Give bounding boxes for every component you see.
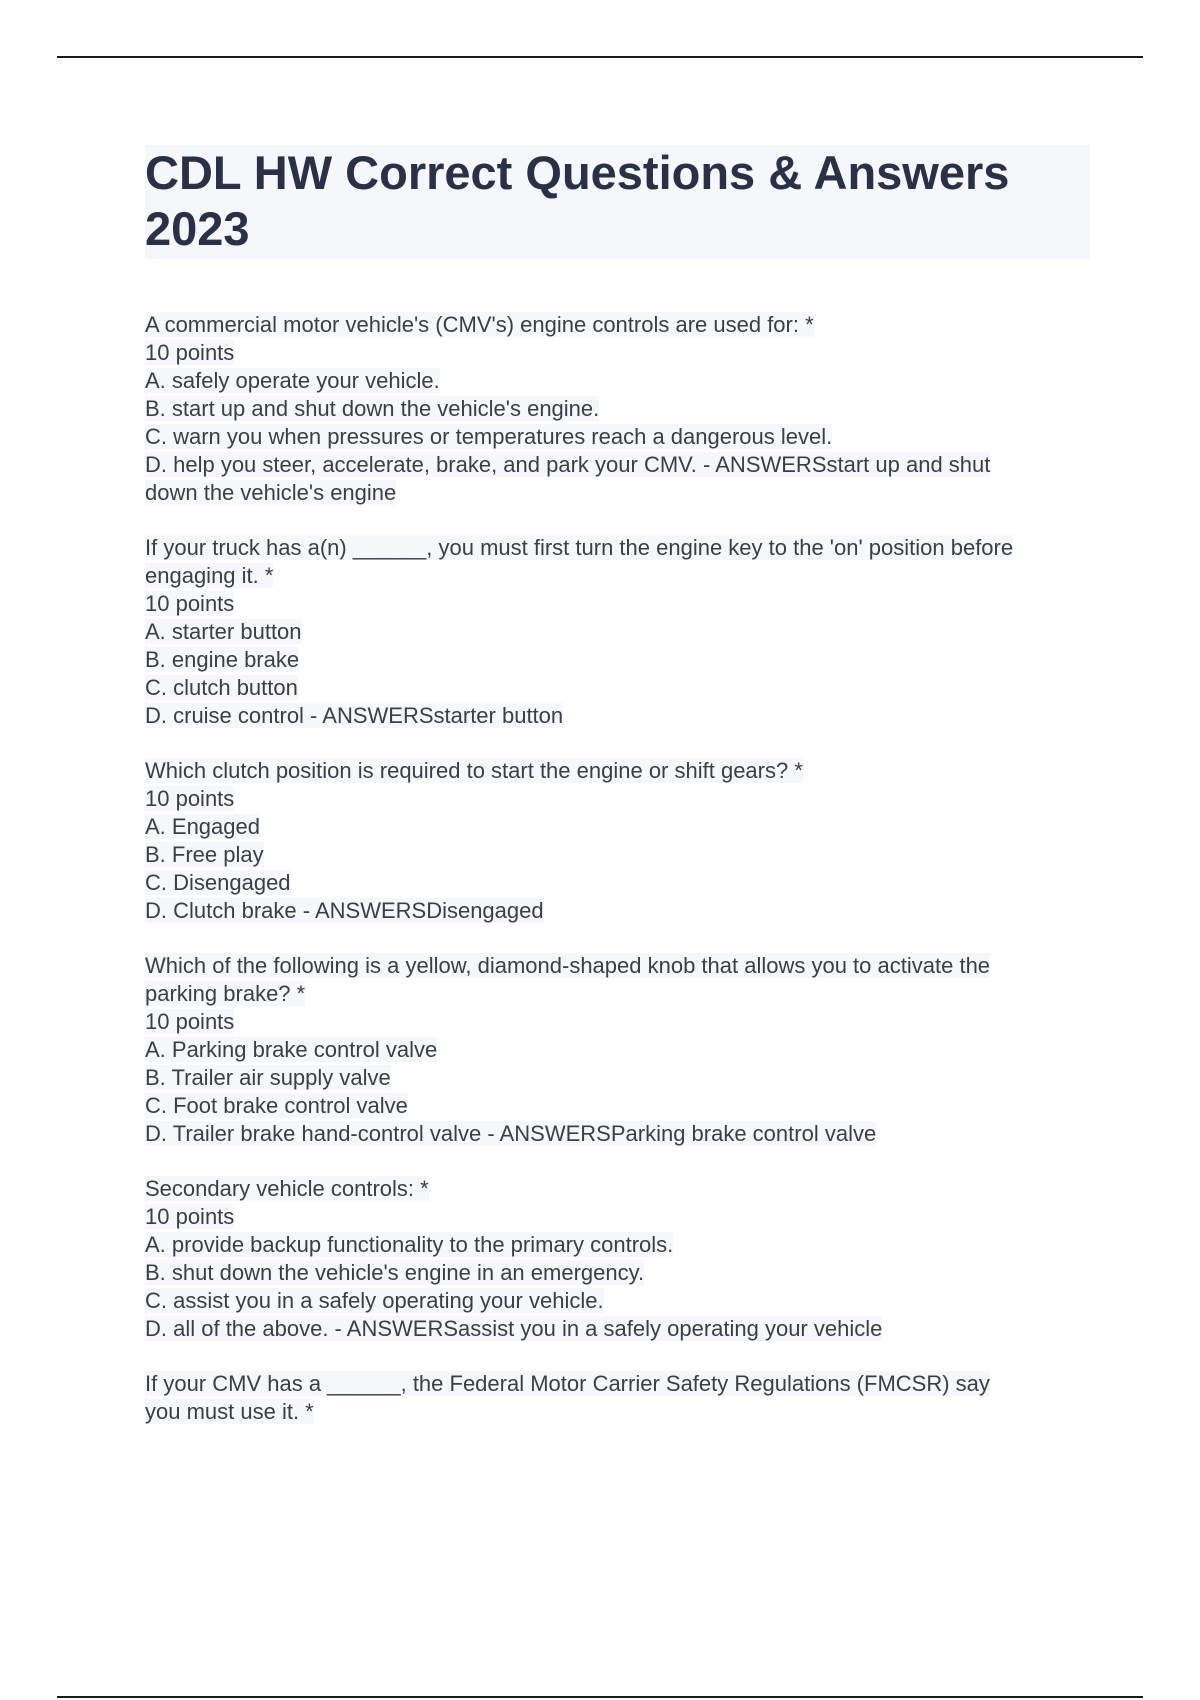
question-line <box>145 451 1090 479</box>
question-line-text: A. Parking brake control valve <box>145 1037 438 1062</box>
question-line <box>145 562 1090 590</box>
question-line-text: D. Clutch brake - ANSWERSDisengaged <box>145 898 544 923</box>
question-line-text: C. Disengaged <box>145 870 291 895</box>
question-line <box>145 395 1090 423</box>
question-line-text: A. starter button <box>145 619 302 644</box>
question-line <box>145 618 1090 646</box>
question-line-text: you must use it. * <box>145 1399 314 1424</box>
title-block <box>145 145 1090 259</box>
question-line-text: 10 points <box>145 340 235 365</box>
question-line-text: 10 points <box>145 591 235 616</box>
question-line <box>145 1064 1090 1092</box>
question-line <box>145 1315 1090 1343</box>
question-line <box>145 1259 1090 1287</box>
question-line <box>145 980 1090 1008</box>
question-block <box>145 534 1090 730</box>
question-block <box>145 1370 1090 1426</box>
question-line <box>145 1008 1090 1036</box>
question-line-text: 10 points <box>145 1009 235 1034</box>
question-line-text: C. assist you in a safely operating your vehicle. <box>145 1288 604 1313</box>
question-line <box>145 757 1090 785</box>
question-line-text: D. all of the above. - ANSWERSassist you in a safely operating your vehicle <box>145 1316 883 1341</box>
question-list <box>145 311 1090 1426</box>
question-line <box>145 1203 1090 1231</box>
question-line-text: A commercial motor vehicle's (CMV's) engine controls are used for: * <box>145 312 814 337</box>
question-line-text: down the vehicle's engine <box>145 480 397 505</box>
question-line <box>145 785 1090 813</box>
top-rule <box>57 56 1143 58</box>
document-title: CDL HW Correct Questions & Answers 2023 <box>145 146 1010 255</box>
question-line-text: If your truck has a(n) ______, you must first turn the engine key to the 'on' position before <box>145 535 1014 560</box>
question-line-text: B. shut down the vehicle's engine in an emergency. <box>145 1260 645 1285</box>
question-line <box>145 1370 1090 1398</box>
question-line-text: If your CMV has a ______, the Federal Motor Carrier Safety Regulations (FMCSR) say <box>145 1371 990 1396</box>
question-line-text: B. Trailer air supply valve <box>145 1065 391 1090</box>
question-block <box>145 311 1090 507</box>
question-line-text: Secondary vehicle controls: * <box>145 1176 429 1201</box>
question-block <box>145 1175 1090 1343</box>
question-line <box>145 339 1090 367</box>
question-line-text: 10 points <box>145 1204 235 1229</box>
question-line-text: D. Trailer brake hand-control valve - ANSWERSParking brake control valve <box>145 1121 877 1146</box>
bottom-rule <box>57 1696 1143 1698</box>
question-block <box>145 757 1090 925</box>
question-line <box>145 869 1090 897</box>
question-line <box>145 674 1090 702</box>
question-line-text: Which of the following is a yellow, diamond-shaped knob that allows you to activate the <box>145 953 991 978</box>
question-line <box>145 1287 1090 1315</box>
question-line <box>145 841 1090 869</box>
question-line-text: D. help you steer, accelerate, brake, and park your CMV. - ANSWERSstart up and shut <box>145 452 991 477</box>
question-line-text: C. warn you when pressures or temperatures reach a dangerous level. <box>145 424 833 449</box>
question-line <box>145 423 1090 451</box>
question-line <box>145 534 1090 562</box>
question-line <box>145 479 1090 507</box>
question-line <box>145 646 1090 674</box>
question-line <box>145 1036 1090 1064</box>
question-line <box>145 897 1090 925</box>
question-line <box>145 367 1090 395</box>
question-line-text: A. provide backup functionality to the primary controls. <box>145 1232 674 1257</box>
question-line <box>145 1175 1090 1203</box>
question-line-text: C. Foot brake control valve <box>145 1093 408 1118</box>
question-line <box>145 590 1090 618</box>
question-line <box>145 813 1090 841</box>
question-line-text: C. clutch button <box>145 675 298 700</box>
question-line-text: A. safely operate your vehicle. <box>145 368 440 393</box>
question-line <box>145 1092 1090 1120</box>
question-line-text: parking brake? * <box>145 981 306 1006</box>
question-line <box>145 1120 1090 1148</box>
question-line-text: A. Engaged <box>145 814 260 839</box>
question-line <box>145 952 1090 980</box>
question-line-text: B. engine brake <box>145 647 300 672</box>
question-line <box>145 1398 1090 1426</box>
question-line-text: Which clutch position is required to start the engine or shift gears? * <box>145 758 803 783</box>
question-line-text: B. start up and shut down the vehicle's engine. <box>145 396 600 421</box>
question-line-text: D. cruise control - ANSWERSstarter button <box>145 703 564 728</box>
question-block <box>145 952 1090 1148</box>
question-line <box>145 311 1090 339</box>
question-line-text: 10 points <box>145 786 235 811</box>
document-body <box>145 145 1090 1453</box>
question-line <box>145 1231 1090 1259</box>
question-line-text: engaging it. * <box>145 563 274 588</box>
question-line-text: B. Free play <box>145 842 264 867</box>
question-line <box>145 702 1090 730</box>
